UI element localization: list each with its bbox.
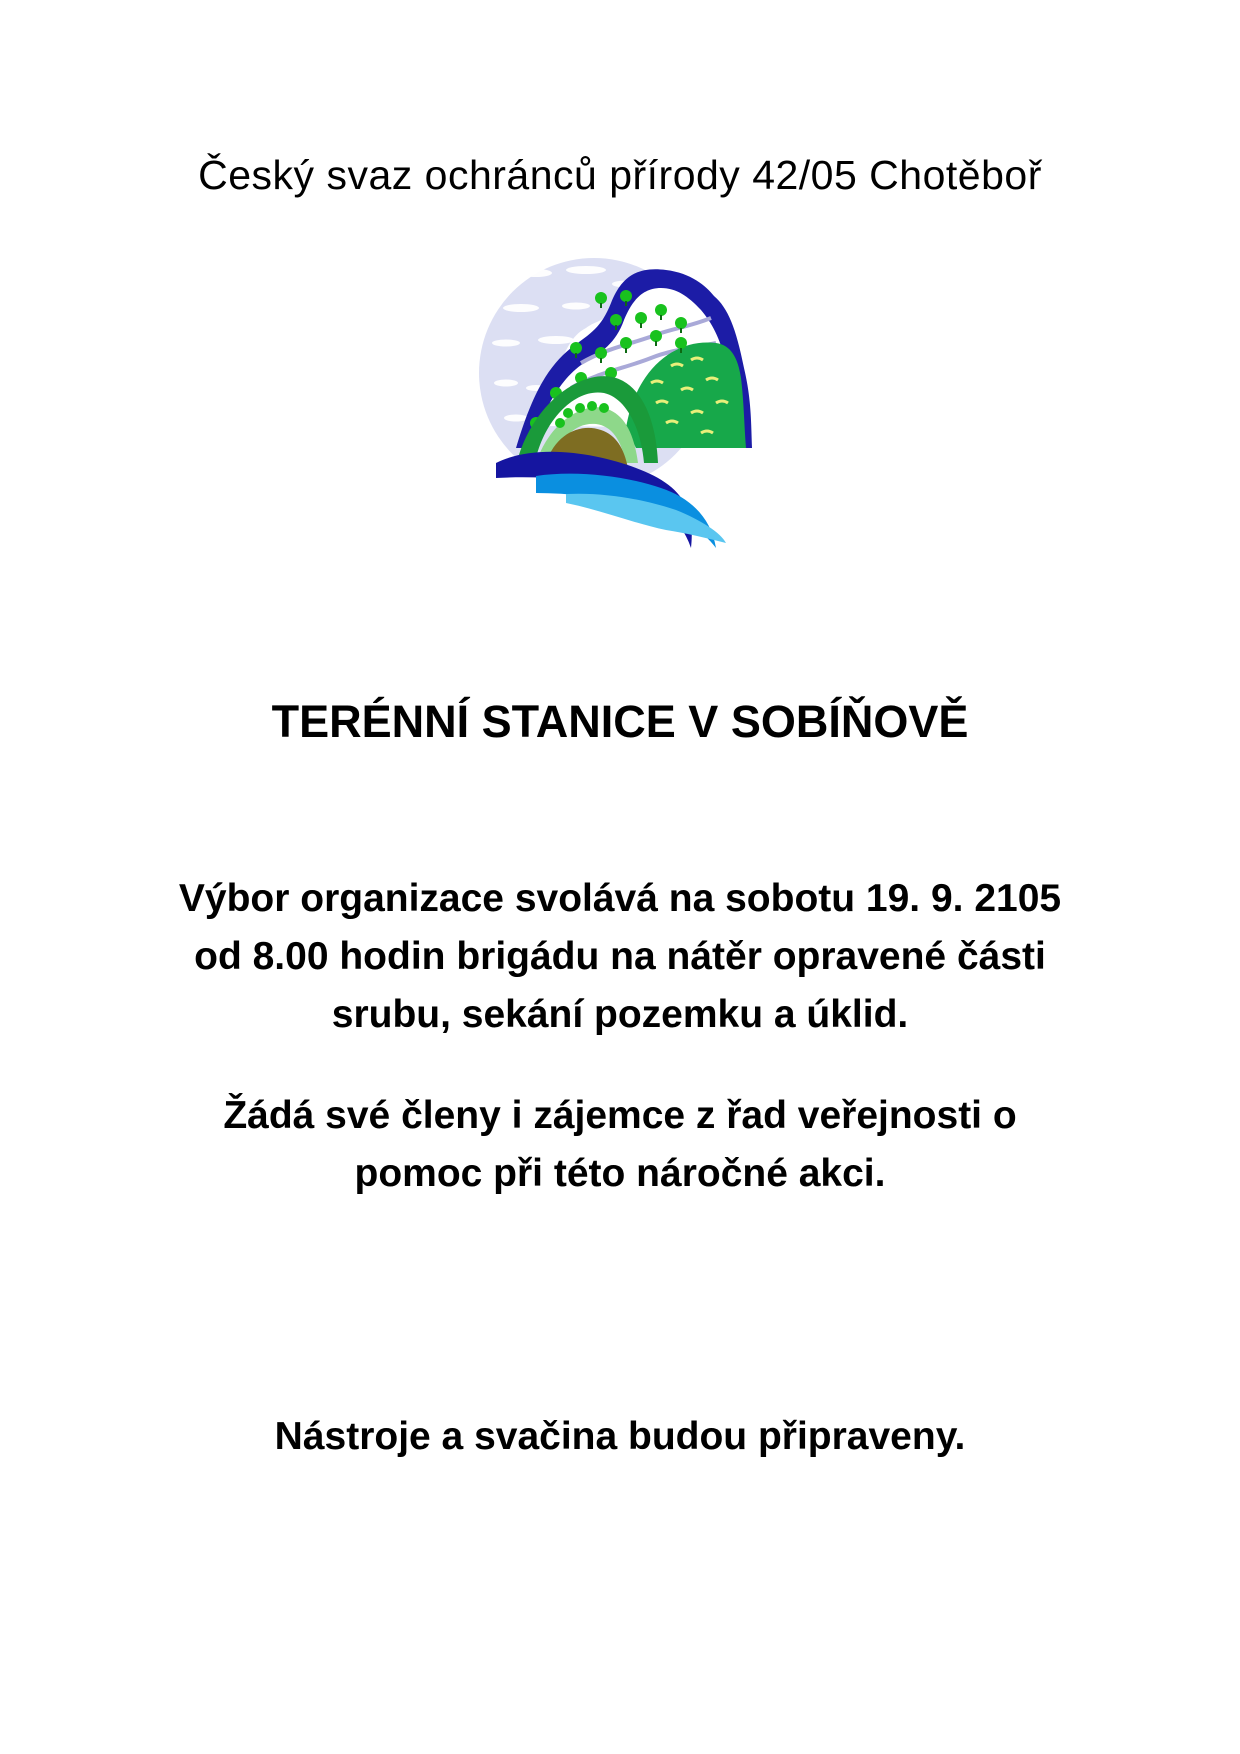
paragraph-line: Nástroje a svačina budou připraveny. <box>274 1415 966 1458</box>
announcement-paragraph <box>0 870 1240 1044</box>
organization-heading: Český svaz ochránců přírody 42/05 Chotěboř <box>198 152 1042 198</box>
event-title: TERÉNNÍ STANICE V SOBÍŇOVĚ <box>271 696 969 747</box>
paragraph-line: Žádá své členy i zájemce z řad veřejnosti o <box>223 1094 1017 1137</box>
paragraph-line: pomoc při této náročné akci. <box>354 1152 886 1195</box>
paragraph-line: od 8.00 hodin brigádu na nátěr opravené části <box>194 935 1046 978</box>
paragraph-line: srubu, sekání pozemku a úklid. <box>331 993 909 1036</box>
paragraph-line: Výbor organizace svolává na sobotu 19. 9. 2105 <box>178 877 1062 920</box>
request-paragraph <box>0 1087 1240 1203</box>
landscape-logo-icon <box>476 248 776 558</box>
closing-note <box>0 1408 1240 1466</box>
